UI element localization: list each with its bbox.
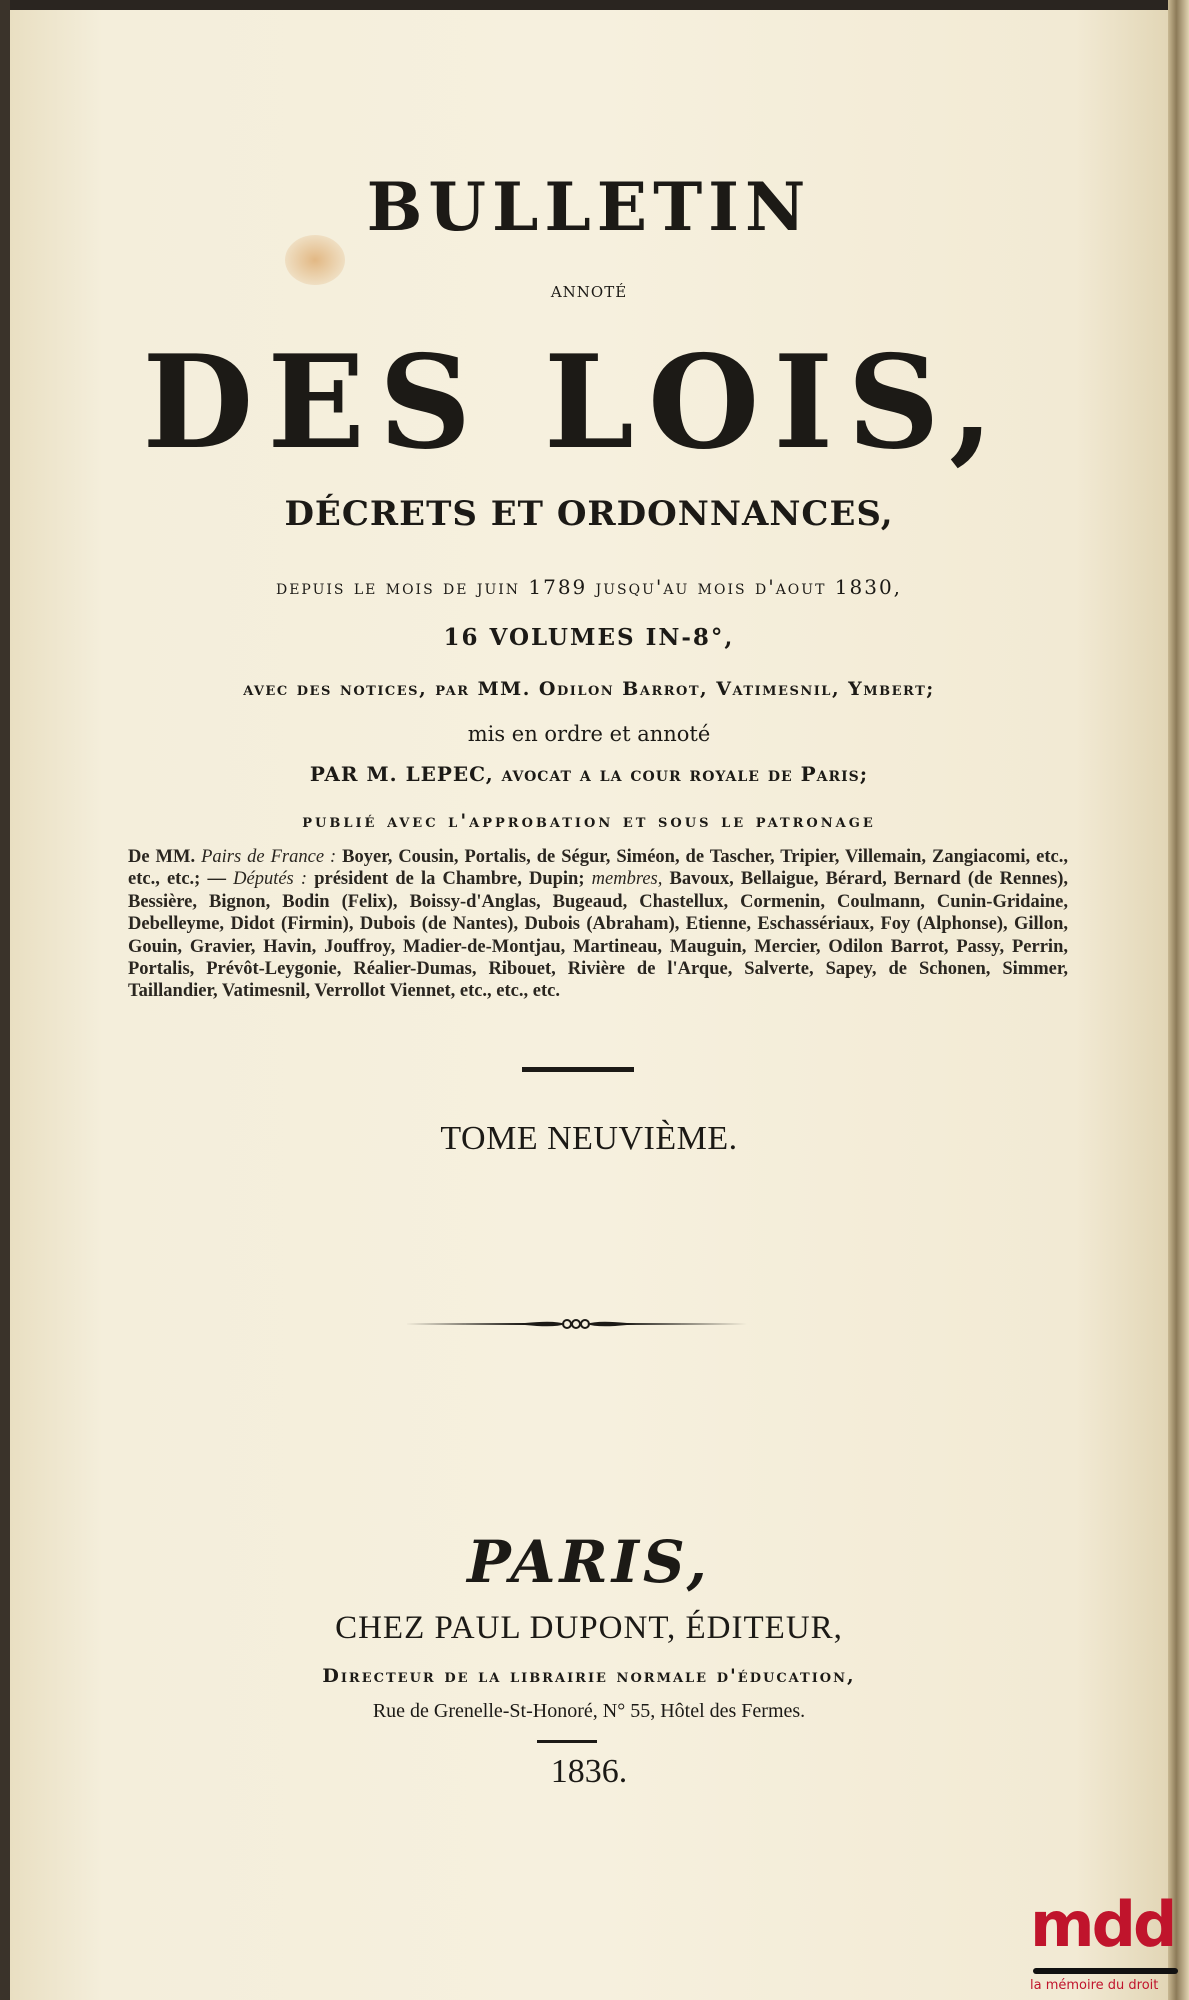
imprint-publisher: CHEZ PAUL DUPONT, ÉDITEUR,	[335, 1610, 843, 1646]
imprint-city: PARIS,	[467, 1528, 711, 1596]
pairs-label: Pairs de France :	[201, 847, 337, 867]
tome-label: TOME NEUVIÈME.	[440, 1120, 738, 1157]
date-range: depuis le mois de juin 1789 jusqu'au mois d'aout 1830,	[275, 575, 903, 599]
year-rule	[537, 1740, 597, 1743]
pairs-names: Boyer, Cousin, Portalis, de Ségur, Siméon, de Tascher, Tripier, Villemain, Zangiacomi, etc., etc., etc.; —	[128, 847, 1068, 890]
editor-lepec: PAR M. LEPEC, avocat a la cour royale de Paris;	[309, 762, 869, 786]
membres-names: Bavoux, Bellaigue, Bérard, Bernard (de Rennes), Bessière, Bignon, Bodin (Felix), Boissy-d'Anglas, Bugeaud, Chastellux, Cormenin, Coulmann, Cunin-Gridaine, Debelleyme, Didot (Firmin), Dubois (de Nantes), Dubois (Abraham), Etienne, Eschassériaux, Foy (Alphonse), Gillon, Gouin, Gravier, Havin, Jouffroy, Madier-de-Montjau, Martineau, Mauguin, Mercier, Odilon Barrot, Passy, Perrin, Portalis, Prévôt-Leygonie, Réalier-Dumas, Ribouet, Rivière de l'Arque, Salverte, Sapey, de Schonen, Simmer, Taillandier, Vatimesnil, Verrollot Viennet, etc., etc., etc.	[128, 869, 1069, 1002]
subtitle-decrets: DÉCRETS ET ORDONNANCES,	[284, 494, 894, 534]
edited-line: mis en ordre et annoté	[467, 722, 711, 746]
book-binding-edge	[1168, 0, 1189, 2000]
president-name: président de la Chambre, Dupin;	[314, 869, 585, 890]
divider-rule	[522, 1067, 634, 1072]
names-intro: De MM.	[128, 847, 196, 867]
logo-mark: mdd	[1030, 1888, 1175, 1961]
mdd-watermark-logo	[1030, 1890, 1180, 1995]
deputes-label: Députés :	[233, 869, 308, 890]
logo-bar	[1033, 1968, 1178, 1974]
book-edge-top	[0, 0, 1189, 10]
title-bulletin: BULLETIN	[366, 168, 812, 246]
book-edge-left	[0, 0, 10, 2000]
title-annote: annoté	[550, 278, 628, 303]
membres-label: membres,	[591, 869, 663, 890]
notices-authors: avec des notices, par MM. Odilon Barrot, Vatimesnil, Ymbert;	[243, 678, 935, 700]
title-des-lois: DES LOIS,	[142, 328, 1008, 478]
title-page	[10, 10, 1168, 2000]
ornament-divider	[405, 1315, 747, 1333]
imprint-year: 1836.	[550, 1753, 628, 1790]
volumes: 16 VOLUMES IN-8°,	[443, 624, 735, 651]
patrons-list	[128, 846, 1068, 1003]
patronage-line: publié avec l'approbation et sous le patronage	[302, 810, 876, 832]
imprint-role: Directeur de la librairie normale d'éducation,	[322, 1665, 856, 1687]
logo-tagline: la mémoire du droit	[1030, 1978, 1159, 1993]
imprint-address: Rue de Grenelle-St-Honoré, N° 55, Hôtel des Fermes.	[372, 1700, 806, 1722]
